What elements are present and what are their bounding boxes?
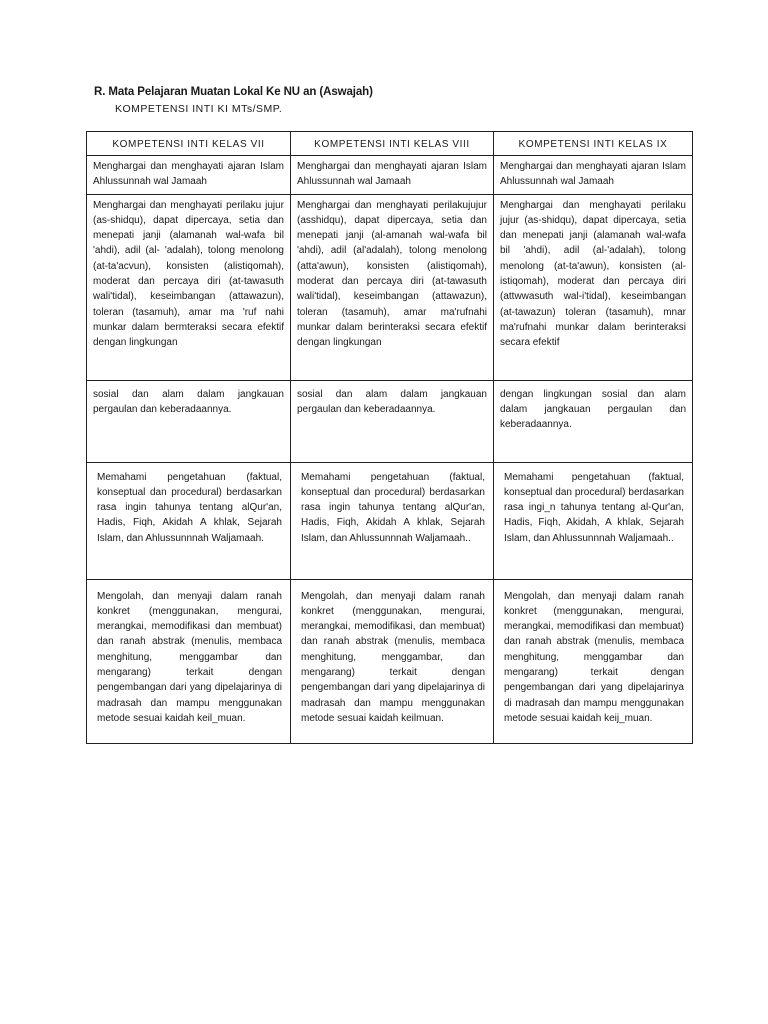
page-subtitle: KOMPETENSI INTI KI MTs/SMP. bbox=[115, 103, 283, 115]
kompetensi-table bbox=[86, 131, 693, 744]
table-cell: Menghargai dan menghayati ajaran Islam Ahlussunnah wal Jamaah bbox=[291, 156, 494, 195]
table-header-row bbox=[87, 132, 693, 156]
table-cell: Memahami pengetahuan (faktual, konseptual dan procedural) berdasarkan rasa ingi_n tahunya tentang al-Qur'an, Hadis, Fiqh, Akidah, A khlak, Sejarah Islam, dan Ahlussunnnah Waljamaah.. bbox=[494, 462, 693, 579]
table-cell: Menghargai dan menghayati ajaran Islam Ahlussunnah wal Jamaah bbox=[494, 156, 693, 195]
column-header-kelas-vii: KOMPETENSI INTI KELAS VII bbox=[87, 132, 291, 156]
table-row bbox=[87, 462, 693, 579]
table-cell: Menghargai dan menghayati perilaku jujur (as-shidqu), dapat dipercaya, setia dan menepati janji (alamanah wal-wafa bil 'ahdi), adil (al-'adalah), tolong menolong (at-ta'awun), konsisten (al-istiqomah), moderat dan percaya diri (attwwasuth wal-i'tidal), keseimbangan (at-tawazun) toleran (tasamuh), mnar ma'rufnahi munkar dalam berinteraksi secara efektif bbox=[494, 194, 693, 380]
table-cell: Mengolah, dan menyaji dalam ranah konkret (menggunakan, mengurai, merangkai, memodifikasi dan membuat) dan ranah abstrak (menulis, membaca menghitung, menggambar dan mengarang) terkait dengan pengembangan dari yang dipelajarinya di madrasah dan mampu menggunakan metode sesuai kaidah keil_muan. bbox=[87, 579, 291, 743]
table-cell: dengan lingkungan sosial dan alam dalam jangkauan pergaulan dan keberadaannya. bbox=[494, 380, 693, 462]
table-cell: Mengolah, dan menyaji dalam ranah konkret (menggunakan, mengurai, merangkai, memodifikasi dan membuat) dan ranah abstrak (menulis, membaca menghitung, menggambar dan mengarang) terkait dengan pengembangan dari yang dipelajarinya di madrasah dan mampu menggunakan metode sesuai kaidah keij_muan. bbox=[494, 579, 693, 743]
table-cell: Menghargai dan menghayati perilakujujur (asshidqu), dapat dipercaya, setia dan menepati janji (al-amanah wal-wafa bil 'ahdi), adil (al'adalah), tolong menolong (atta'awun), konsisten (alistiqomah), moderat dan percaya diri (at-tawasuth wali'tidal), keseimbangan (attawazun), toleran (tasamuh), amar ma'rufnahi munkar dalam berinteraksi secara efektif dengan lingkungan bbox=[291, 194, 494, 380]
table-cell: Menghargai dan menghayati perilaku jujur (as-shidqu), dapat dipercaya, setia dan menepati janji (alamanah wal-wafa bil 'ahdi), adil (al- 'adalah), tolong menolong (at-ta'acvun), konsisten (alistiqomah), moderat dan percaya diri (at-tawasuth wali'tidal), keseimbangan (attawazun), toleran (tasamuh), amar ma 'ruf nahi munkar dalam bermteraksi secara efektif dengan lingkungan bbox=[87, 194, 291, 380]
table-row bbox=[87, 156, 693, 195]
table-cell: Mengolah, dan menyaji dalam ranah konkret (menggunakan, mengurai, merangkai, memodifikasi, dan membuat) dan ranah abstrak (menulis, membaca menghitung, menggambar, dan mengarang) terkait dengan pengembangan dari yang dipelajarinya di madrasah dan mampu menggunakan metode sesuai kaidah keilmuan. bbox=[291, 579, 494, 743]
table-cell: Memahami pengetahuan (faktual, konseptual dan procedural) berdasarkan rasa ingin tahunya tentang alQur'an, Hadis, Fiqh, Akidah A khlak, Sejarah Islam, dan Ahlussunnnah Waljamaah. bbox=[87, 462, 291, 579]
table-row bbox=[87, 380, 693, 462]
table-cell: Menghargai dan menghayati ajaran Islam Ahlussunnah wal Jamaah bbox=[87, 156, 291, 195]
table-row bbox=[87, 579, 693, 743]
page-title: R. Mata Pelajaran Muatan Lokal Ke NU an (Aswajah) bbox=[94, 86, 373, 98]
column-header-kelas-viii: KOMPETENSI INTI KELAS VIII bbox=[291, 132, 494, 156]
table-cell: sosial dan alam dalam jangkauan pergaulan dan keberadaannya. bbox=[291, 380, 494, 462]
table-cell: sosial dan alam dalam jangkauan pergaulan dan keberadaannya. bbox=[87, 380, 291, 462]
table-cell: Memahami pengetahuan (faktual, konseptual dan procedural) berdasarkan rasa ingin tahunya tentang alQur'an, Hadis, Fiqh, Akidah A khlak, Sejarah Islam, dan Ahlussunnnah Waljamaah.. bbox=[291, 462, 494, 579]
table-row bbox=[87, 194, 693, 380]
column-header-kelas-ix: KOMPETENSI INTI KELAS IX bbox=[494, 132, 693, 156]
